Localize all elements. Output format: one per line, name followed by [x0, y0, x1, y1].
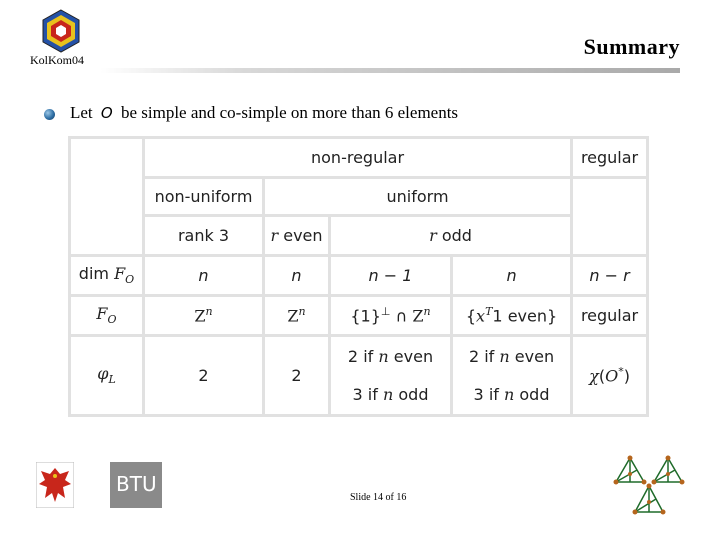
table-row-phi — [70, 336, 648, 416]
F-letter: F — [96, 304, 108, 324]
eagle-icon — [36, 462, 74, 508]
phi-cell-4 — [452, 336, 572, 416]
dim-cell-4: n — [452, 256, 572, 296]
network-triangle-icon — [610, 452, 690, 522]
phi4-l1-if: if — [484, 346, 495, 366]
chi-open: ( — [598, 366, 606, 386]
phi4-l1-num: 2 — [468, 346, 480, 366]
phi4-l2-var: n — [503, 385, 515, 405]
r-odd-word: odd — [441, 226, 472, 245]
table-row-F — [70, 296, 648, 336]
phi3-line2 — [331, 385, 450, 404]
dim-cell-3: n − 1 — [330, 256, 452, 296]
dim-sub: O — [125, 273, 135, 287]
F2-base: Z — [287, 306, 299, 326]
r-even-var: r — [270, 226, 279, 245]
conference-logo-icon — [38, 8, 84, 54]
header-regular: regular — [572, 138, 648, 178]
dim-cell-1: n — [144, 256, 264, 296]
F3-exp: n — [423, 305, 431, 319]
F4-open: { — [465, 306, 477, 326]
row-label-phi — [70, 336, 144, 416]
row-label-dim — [70, 256, 144, 296]
slide-number: Slide 14 of 16 — [350, 492, 407, 503]
F3-cap: ∩ — [395, 306, 408, 326]
F4-one: 1 — [492, 306, 503, 326]
chi-O: O — [605, 366, 619, 386]
phi4-l2-word: odd — [519, 385, 550, 405]
header-non-uniform: non-uniform — [144, 178, 264, 216]
chi-sup: * — [618, 365, 624, 379]
phi4-l2-if: if — [488, 385, 499, 405]
btu-text: BTU — [116, 472, 157, 496]
F1-exp: n — [205, 305, 213, 319]
r-even-word: even — [283, 226, 323, 245]
slide-title: Summary — [583, 34, 680, 59]
header-r-odd — [330, 216, 572, 256]
phi3-l1-var: n — [378, 346, 389, 366]
phi-cell-1: 2 — [144, 336, 264, 416]
intro-before: Let — [70, 103, 93, 122]
row-label-F — [70, 296, 144, 336]
chi-close: ) — [623, 366, 630, 386]
F-cell-3 — [330, 296, 452, 336]
phi-cell-3 — [330, 336, 452, 416]
intro-line — [70, 103, 458, 123]
F-cell-2 — [264, 296, 330, 336]
phi3-line1 — [331, 347, 450, 366]
conference-label: KolKom04 — [30, 53, 84, 67]
phi4-l1-var: n — [499, 346, 510, 366]
btu-logo — [36, 462, 157, 508]
phi-letter: φ — [97, 364, 109, 384]
header-uniform: uniform — [264, 178, 572, 216]
intro-symbol: O — [100, 104, 113, 122]
F3-perp: ⊥ — [380, 305, 391, 319]
F4-word: even — [507, 306, 547, 326]
phi4-line2 — [453, 385, 570, 404]
phi3-l2-if: if — [367, 385, 378, 405]
phi4-line1 — [453, 347, 570, 366]
phi3-l2-word: odd — [398, 385, 429, 405]
r-odd-var: r — [429, 226, 437, 245]
phi-cell-2: 2 — [264, 336, 330, 416]
F-cell-5: regular — [572, 296, 648, 336]
header-rank-3: rank 3 — [144, 216, 264, 256]
summary-table — [68, 136, 646, 414]
F3-base: Z — [412, 306, 424, 326]
F1-base: Z — [194, 306, 206, 326]
header-r-even — [264, 216, 330, 256]
phi3-l1-num: 2 — [347, 346, 359, 366]
chi: χ — [589, 366, 599, 386]
phi3-l1-if: if — [363, 346, 374, 366]
F-cell-1 — [144, 296, 264, 336]
table-row-dim — [70, 256, 648, 296]
header-regular-blank — [572, 178, 648, 256]
intro-after: be simple and co-simple on more than 6 elements — [120, 103, 459, 122]
phi3-l2-num: 3 — [352, 385, 363, 405]
phi-cell-5 — [572, 336, 648, 416]
F4-close: } — [547, 306, 558, 326]
header-non-regular: non-regular — [144, 138, 572, 178]
dim-cell-2: n — [264, 256, 330, 296]
F4-exp: T — [485, 305, 493, 319]
F-cell-4 — [452, 296, 572, 336]
phi3-l1-word: even — [393, 346, 434, 366]
corner-cell — [70, 138, 144, 256]
header-rule — [100, 68, 680, 73]
phi4-l2-num: 3 — [473, 385, 484, 405]
dim-text: dim — [78, 264, 109, 284]
F3-set: {1} — [350, 306, 381, 326]
phi-sub: L — [108, 373, 116, 387]
F4-x: x — [476, 306, 486, 326]
bullet-icon — [44, 109, 55, 120]
F-sub: O — [107, 313, 117, 327]
phi4-l1-word: even — [514, 346, 555, 366]
phi3-l2-var: n — [382, 385, 394, 405]
F2-exp: n — [298, 305, 306, 319]
dim-cell-5: n − r — [572, 256, 648, 296]
dim-F: F — [114, 264, 126, 284]
